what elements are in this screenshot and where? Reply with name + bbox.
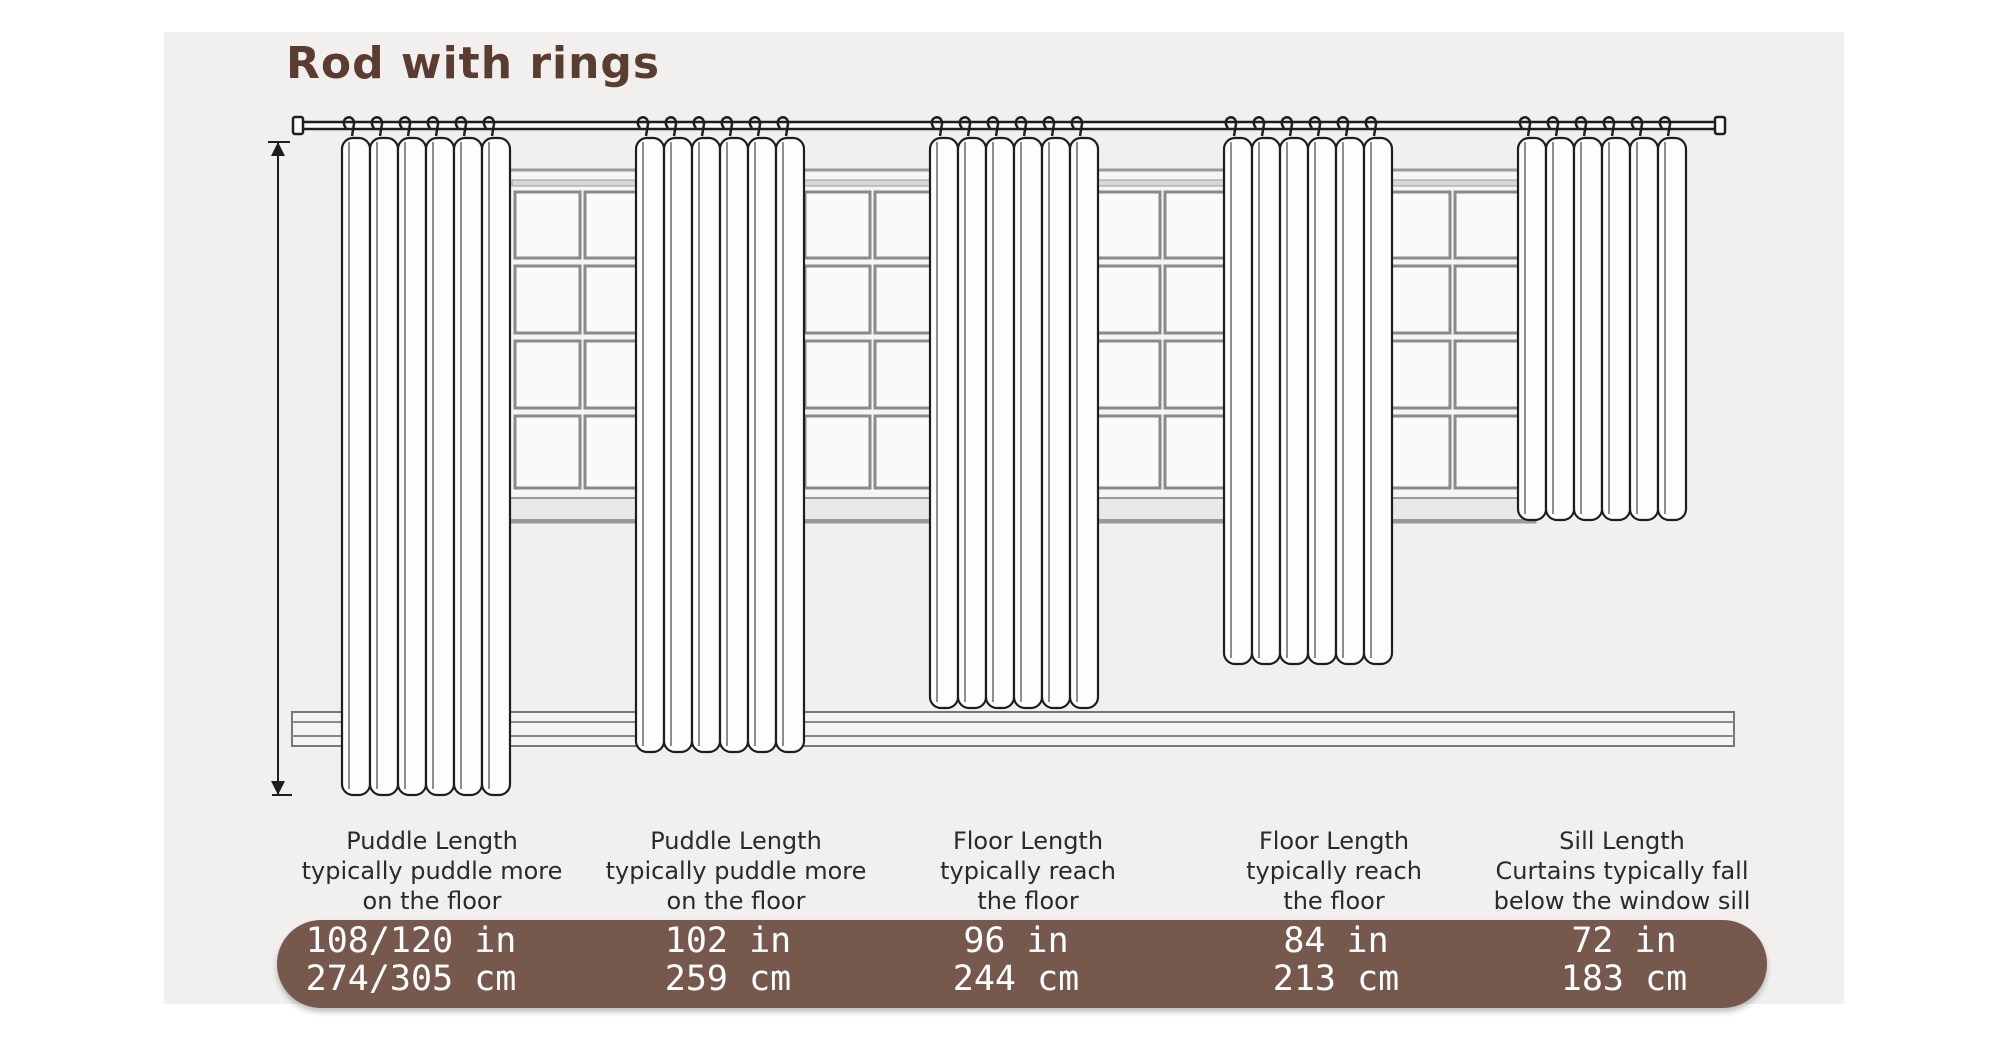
window-pane: [1390, 416, 1450, 488]
caption-line: typically reach: [1246, 857, 1422, 885]
curtain-panel-5: [1518, 117, 1686, 520]
curtain-panel-1: [342, 117, 510, 795]
size-label-4: [1176, 922, 1496, 998]
size-label-5: [1464, 922, 1784, 998]
curtain-fold: [986, 138, 1014, 708]
window-pane: [515, 266, 580, 333]
size-label-2: [568, 922, 888, 998]
caption-2: [586, 826, 886, 916]
curtain-fold: [426, 138, 454, 795]
curtain-fold: [1630, 138, 1658, 520]
caption-line: typically puddle more: [605, 857, 867, 885]
caption-line: Floor Length: [952, 827, 1104, 855]
curtain-fold: [482, 138, 510, 795]
curtain-fold: [1042, 138, 1070, 708]
curtain-panel-2: [636, 117, 804, 752]
caption-line: Curtains typically fall: [1495, 857, 1749, 885]
curtain-fold: [1602, 138, 1630, 520]
size-centimeters: 244 cm: [952, 959, 1080, 999]
curtain-fold: [1518, 138, 1546, 520]
size-centimeters: 274/305 cm: [305, 959, 517, 999]
curtain-fold: [1224, 138, 1252, 664]
caption-line: the floor: [1283, 887, 1385, 915]
window-pane: [1095, 266, 1160, 333]
rod-finial-right: [1715, 117, 1725, 134]
size-inches: 84 in: [1283, 921, 1389, 961]
caption-1: [282, 826, 582, 916]
curtain-fold: [1336, 138, 1364, 664]
curtain-fold: [636, 138, 664, 752]
window-pane: [1390, 266, 1450, 333]
curtain-fold: [930, 138, 958, 708]
window-pane: [515, 416, 580, 488]
measure-arrowhead-bottom: [271, 781, 285, 795]
size-inches: 72 in: [1571, 921, 1677, 961]
curtain-panel-4: [1224, 117, 1392, 664]
curtain-fold: [1546, 138, 1574, 520]
size-inches: 96 in: [963, 921, 1069, 961]
curtain-fold: [454, 138, 482, 795]
curtain-fold: [1252, 138, 1280, 664]
rod-bar: [300, 122, 1718, 129]
curtain-fold: [776, 138, 804, 752]
curtain-fold: [1070, 138, 1098, 708]
window-pane: [515, 341, 580, 408]
window-pane: [1165, 341, 1230, 408]
window-pane: [1165, 416, 1230, 488]
caption-line: typically puddle more: [301, 857, 563, 885]
window-pane: [1390, 192, 1450, 258]
window-pane: [1095, 341, 1160, 408]
window-pane: [805, 416, 870, 488]
measure-arrowhead-top: [271, 142, 285, 156]
size-label-3: [856, 922, 1176, 998]
curtain-fold: [748, 138, 776, 752]
curtain-fold: [692, 138, 720, 752]
caption-line: on the floor: [362, 887, 502, 915]
caption-line: Puddle Length: [346, 827, 518, 855]
window-pane: [1455, 266, 1520, 333]
caption-line: the floor: [977, 887, 1079, 915]
window-pane: [805, 266, 870, 333]
window-pane: [1095, 416, 1160, 488]
caption-line: Sill Length: [1559, 827, 1685, 855]
curtain-fold: [1308, 138, 1336, 664]
curtain-fold: [1364, 138, 1392, 664]
size-inches: 108/120 in: [305, 921, 517, 961]
page-title: Rod with rings: [286, 38, 661, 89]
curtain-fold: [664, 138, 692, 752]
height-measure-arrow: [268, 142, 292, 795]
curtain-rod: [293, 117, 1725, 134]
caption-5: [1472, 826, 1772, 916]
window-pane: [1165, 192, 1230, 258]
window-pane: [1095, 192, 1160, 258]
caption-line: Floor Length: [1258, 827, 1410, 855]
curtain-fold: [1014, 138, 1042, 708]
curtain-fold: [370, 138, 398, 795]
caption-3: [878, 826, 1178, 916]
caption-line: Puddle Length: [650, 827, 822, 855]
window-pane: [515, 192, 580, 258]
window-pane: [805, 341, 870, 408]
caption-4: [1184, 826, 1484, 916]
window-pane: [805, 192, 870, 258]
curtain-panel-3: [930, 117, 1098, 708]
window-pane: [1390, 341, 1450, 408]
window-pane: [1455, 192, 1520, 258]
window-pane: [1455, 341, 1520, 408]
curtain-fold: [1658, 138, 1686, 520]
caption-line: on the floor: [666, 887, 806, 915]
rod-finial-left: [293, 117, 303, 134]
window-pane: [1455, 416, 1520, 488]
caption-line: below the window sill: [1493, 887, 1751, 915]
window-pane: [1165, 266, 1230, 333]
size-inches: 102 in: [664, 921, 792, 961]
size-label-1: [251, 922, 571, 998]
size-centimeters: 183 cm: [1560, 959, 1688, 999]
caption-line: typically reach: [940, 857, 1116, 885]
curtain-fold: [720, 138, 748, 752]
size-centimeters: 213 cm: [1272, 959, 1400, 999]
size-centimeters: 259 cm: [664, 959, 792, 999]
curtain-fold: [398, 138, 426, 795]
curtain-fold: [342, 138, 370, 795]
curtain-fold: [1280, 138, 1308, 664]
curtain-fold: [1574, 138, 1602, 520]
curtain-fold: [958, 138, 986, 708]
